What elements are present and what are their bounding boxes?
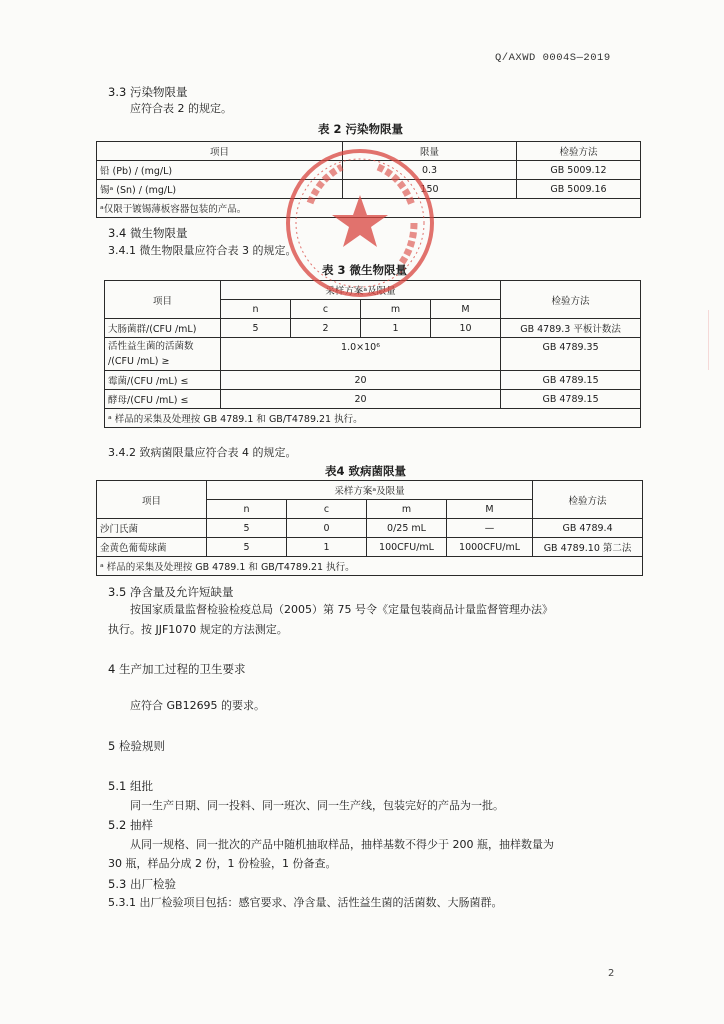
table-row: [105, 319, 641, 338]
section-5-2-line1: 从同一规格、同一批次的产品中随机抽取样品，抽样基数不得少于 200 瓶，抽样数量为: [130, 838, 554, 851]
table-cell: [105, 338, 221, 371]
table-cell: 铅 (Pb) / (mg/L): [97, 161, 343, 180]
table-cell: 大肠菌群/(CFU /mL): [105, 319, 221, 338]
table-cell: 0/25 mL: [367, 519, 447, 538]
table-cell: GB 4789.4: [533, 519, 643, 538]
seal-star: [332, 195, 388, 247]
table-cell: 1: [287, 538, 367, 557]
table-note-row: [97, 557, 643, 576]
table-cell: 2: [291, 319, 361, 338]
header-cell: 采样方案ᵃ及限量: [207, 481, 533, 500]
table-cell: 0: [287, 519, 367, 538]
table-cell: 1: [361, 319, 431, 338]
section-3-4-heading: 3.4 微生物限量: [108, 226, 188, 240]
table-note: ᵃ仅限于镀锡薄板容器包装的产品。: [97, 199, 641, 218]
table-cell: 5: [207, 519, 287, 538]
table-cell: 20: [221, 390, 501, 409]
header-cell: 限量: [343, 142, 517, 161]
table-note: ᵃ 样品的采集及处理按 GB 4789.1 和 GB/T4789.21 执行。: [97, 557, 643, 576]
section-4-heading: 4 生产加工过程的卫生要求: [108, 662, 246, 676]
table-2-caption: 表 2 污染物限量: [318, 122, 404, 136]
table-cell: 锡ᵃ (Sn) / (mg/L): [97, 180, 343, 199]
header-cell: c: [287, 500, 367, 519]
section-5-1-heading: 5.1 组批: [108, 779, 153, 793]
cell-line: /(CFU /mL) ≥: [108, 356, 170, 367]
table-note: ᵃ 样品的采集及处理按 GB 4789.1 和 GB/T4789.21 执行。: [105, 409, 641, 428]
table-cell: GB 4789.15: [501, 390, 641, 409]
section-3-3-heading: 3.3 污染物限量: [108, 85, 188, 99]
section-5-3-heading: 5.3 出厂检验: [108, 877, 176, 891]
table-cell: GB 4789.15: [501, 371, 641, 390]
document-number: Q/AXWD 0004S—2019: [495, 52, 611, 64]
table-row: [97, 519, 643, 538]
section-3-3-text: 应符合表 2 的规定。: [130, 102, 232, 115]
header-cell: 项目: [97, 481, 207, 519]
section-3-5-heading: 3.5 净含量及允许短缺量: [108, 585, 234, 599]
table-cell: 5: [221, 319, 291, 338]
section-3-4-2-text: 3.4.2 致病菌限量应符合表 4 的规定。: [108, 446, 297, 459]
page-number: 2: [608, 968, 615, 979]
section-3-5-line2: 执行。按 JJF1070 规定的方法测定。: [108, 623, 288, 636]
header-cell: 采样方案ᵃ及限量: [221, 281, 501, 300]
table-header-row: [97, 481, 643, 500]
header-cell: M: [431, 300, 501, 319]
seal-lettering-arc: [378, 167, 412, 205]
section-5-1-text: 同一生产日期、同一投料、同一班次、同一生产线，包装完好的产品为一批。: [130, 799, 504, 812]
table-cell: GB 4789.10 第二法: [533, 538, 643, 557]
table-cell: 金黄色葡萄球菌: [97, 538, 207, 557]
table-cell: 酵母/(CFU /mL) ≤: [105, 390, 221, 409]
section-3-4-1-text: 3.4.1 微生物限量应符合表 3 的规定。: [108, 244, 297, 257]
header-cell: c: [291, 300, 361, 319]
table-cell: GB 4789.35: [501, 338, 641, 371]
table-cell: GB 5009.16: [517, 180, 641, 199]
table-row: [105, 338, 641, 371]
table-cell: 霉菌/(CFU /mL) ≤: [105, 371, 221, 390]
table-cell: 5: [207, 538, 287, 557]
cell-line: 活性益生菌的活菌数: [108, 341, 194, 352]
section-5-2-line2: 30 瓶，样品分成 2 份，1 份检验，1 份备查。: [108, 857, 337, 870]
header-cell: 项目: [97, 142, 343, 161]
header-cell: n: [221, 300, 291, 319]
section-5-heading: 5 检验规则: [108, 739, 165, 753]
section-3-5-line1: 按国家质量监督检验检疫总局（2005）第 75 号令《定量包装商品计量监督管理办法》: [130, 603, 553, 616]
header-cell: m: [361, 300, 431, 319]
table-cell: 1.0×10⁶: [221, 338, 501, 371]
table-cell: 0.3: [343, 161, 517, 180]
header-cell: m: [367, 500, 447, 519]
table-note-row: [105, 409, 641, 428]
section-5-3-1-text: 5.3.1 出厂检验项目包括：感官要求、净含量、活性益生菌的活菌数、大肠菌群。: [108, 896, 503, 909]
seal-lettering-arc: [310, 167, 342, 203]
table-4: [96, 480, 643, 576]
company-seal-stamp: [280, 143, 440, 303]
header-cell: 检验方法: [501, 281, 641, 319]
table-row: [105, 371, 641, 390]
table-cell: 20: [221, 371, 501, 390]
table-cell: 150: [343, 180, 517, 199]
header-cell: n: [207, 500, 287, 519]
table-4-caption: 表4 致病菌限量: [325, 464, 407, 478]
seal-lettering-arc: [400, 223, 414, 265]
table-3-caption: 表 3 微生物限量: [322, 263, 408, 277]
page-edge-mark: [708, 310, 721, 370]
table-cell: 100CFU/mL: [367, 538, 447, 557]
table-cell: 10: [431, 319, 501, 338]
table-cell: —: [447, 519, 533, 538]
table-cell: 1000CFU/mL: [447, 538, 533, 557]
table-cell: GB 4789.3 平板计数法: [501, 319, 641, 338]
table-cell: GB 5009.12: [517, 161, 641, 180]
header-cell: 项目: [105, 281, 221, 319]
section-5-2-heading: 5.2 抽样: [108, 818, 153, 832]
table-row: [97, 538, 643, 557]
section-4-text: 应符合 GB12695 的要求。: [130, 699, 266, 712]
table-cell: 沙门氏菌: [97, 519, 207, 538]
table-row: [105, 390, 641, 409]
header-cell: 检验方法: [517, 142, 641, 161]
header-cell: M: [447, 500, 533, 519]
header-cell: 检验方法: [533, 481, 643, 519]
